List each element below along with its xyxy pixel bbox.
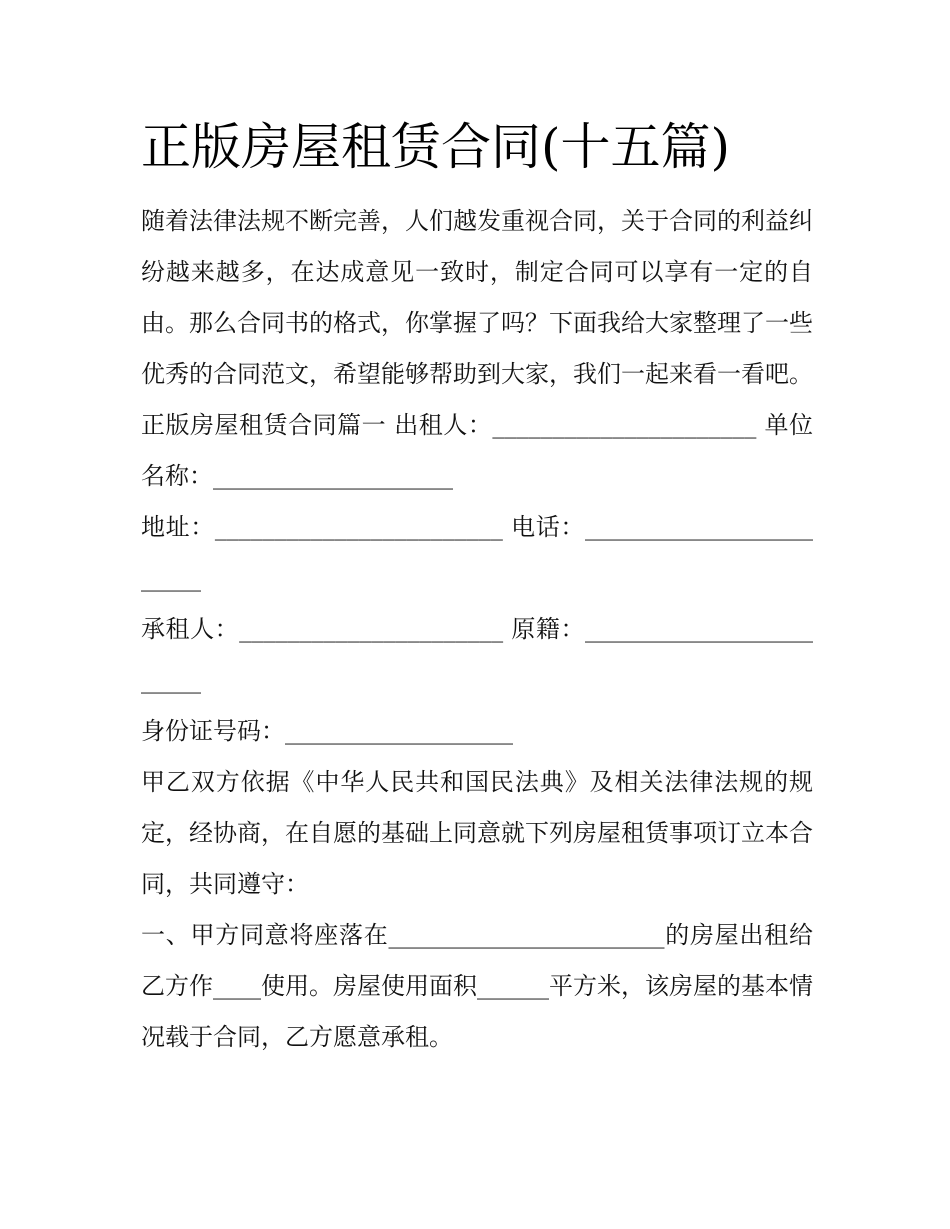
intro-paragraph: 随着法律法规不断完善，人们越发重视合同，关于合同的利益纠纷越来越多，在达成意见一致时，制定合同可以享有一定的自由。那么合同书的格式，你掌握了吗？下面我给大家整理了一些优秀的合同范文，希望能够帮助到大家，我们一起来看一看吧。 [141, 207, 813, 388]
agreement-paragraph: 甲乙双方依据《中华人民共和国民法典》及相关法律法规的规定，经协商，在自愿的基础上同意就下列房屋租赁事项订立本合同，共同遵守： [141, 768, 813, 898]
lessor-paragraph: 正版房屋租赁合同篇一 出租人：______________________ 单位名称：____________________ [141, 411, 813, 490]
id-number-paragraph: 身份证号码：___________________ [141, 717, 513, 745]
document-title: 正版房屋租赁合同(十五篇) [141, 118, 731, 176]
lessee-paragraph: 承租人：______________________ 原籍：________________________ [141, 615, 813, 694]
address-paragraph: 地址：________________________ 电话：________________________ [141, 513, 813, 592]
document-body [141, 196, 813, 1063]
clause-one-paragraph: 一、甲方同意将座落在_______________________的房屋出租给乙方作____使用。房屋使用面积______平方米，该房屋的基本情况载于合同，乙方愿意承租。 [141, 921, 813, 1051]
